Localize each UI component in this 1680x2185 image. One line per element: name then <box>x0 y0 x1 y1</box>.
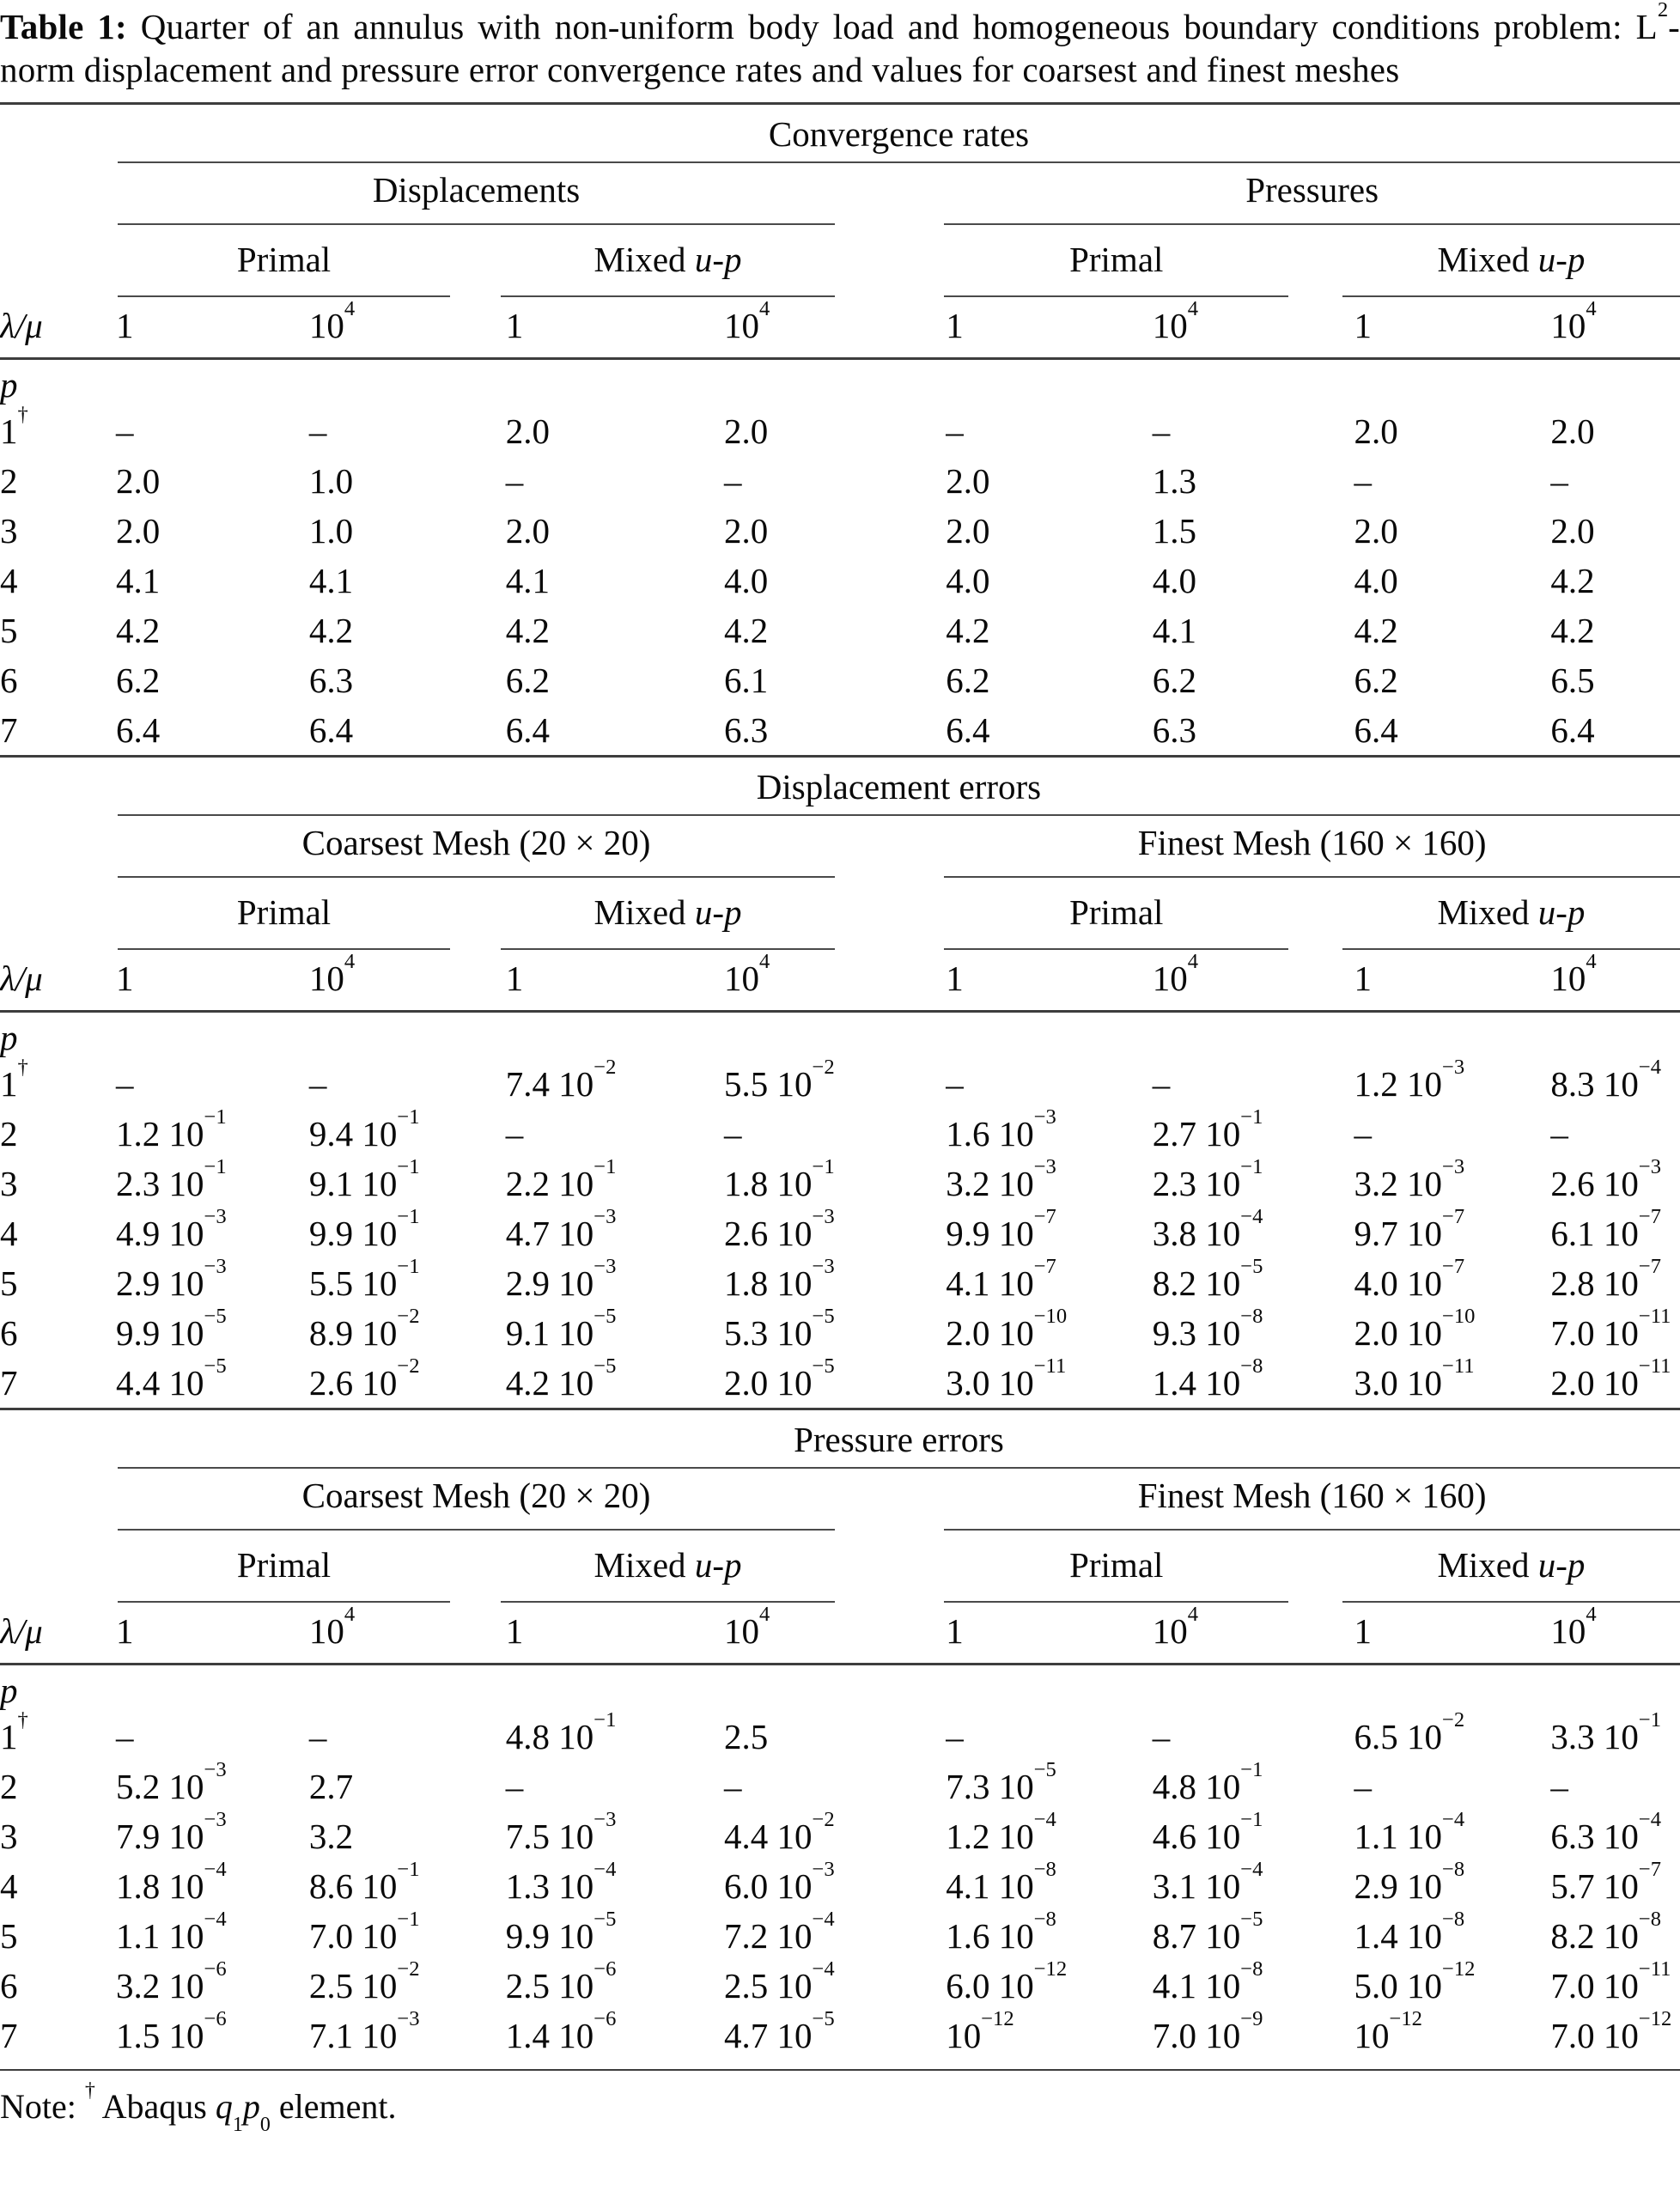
value-cell: $10^{-12}$ <box>946 2007 1014 2055</box>
value-cell: 2.0 $10^{-5}$ <box>724 1354 835 1403</box>
value-cell: 6.2 <box>946 660 990 700</box>
row-label-p: 1† <box>0 403 28 451</box>
value-cell: 2.0 <box>946 461 990 501</box>
value-cell: 3.0 $10^{-11}$ <box>1354 1354 1475 1403</box>
table-body <box>0 1708 1680 2060</box>
subgroup-header-mixed: Mixed u-p <box>501 232 835 297</box>
row-label-p: 1† <box>0 1708 28 1756</box>
value-cell: 4.7 $10^{-5}$ <box>724 2007 835 2055</box>
col-header-10e4: $10^4$ <box>1550 297 1597 345</box>
value-cell: – <box>115 411 134 451</box>
value-cell: 2.0 <box>115 511 161 551</box>
table-row <box>0 1758 1680 1811</box>
value-cell: 8.3 $10^{-4}$ <box>1550 1056 1661 1104</box>
value-cell: – <box>505 1767 524 1806</box>
value-cell: 1.8 $10^{-3}$ <box>724 1255 835 1303</box>
value-cell: 6.4 <box>1550 710 1595 750</box>
group-header-finest-mesh: Finest Mesh (160 × 160) <box>944 818 1680 878</box>
value-cell: 2.5 <box>724 1717 769 1756</box>
table-row <box>0 606 1680 655</box>
table-row <box>0 2007 1680 2060</box>
rule-section-divider <box>0 755 1680 758</box>
row-header-lambda-mu: λ/μ <box>0 959 43 998</box>
value-cell: 2.0 <box>505 511 550 551</box>
value-cell: 1.8 $10^{-1}$ <box>724 1155 835 1203</box>
value-cell: – <box>308 1064 327 1104</box>
section-pressure-errors <box>0 1417 1680 2060</box>
col-header-10e4: $10^4$ <box>1550 950 1597 998</box>
value-cell: 4.8 $10^{-1}$ <box>505 1708 617 1756</box>
value-cell: 9.1 $10^{-1}$ <box>308 1155 420 1203</box>
table-row <box>0 1255 1680 1308</box>
value-cell: 9.3 $10^{-8}$ <box>1152 1305 1263 1353</box>
value-cell: 1.2 $10^{-1}$ <box>115 1105 227 1153</box>
rule-bottom <box>0 2069 1680 2071</box>
col-header-1: 1 <box>1354 1611 1372 1651</box>
value-cell: 6.3 <box>308 660 354 700</box>
table-row <box>0 1305 1680 1358</box>
subgroup-header-primal: Primal <box>944 232 1288 297</box>
value-cell: 4.2 <box>1550 611 1595 650</box>
p-label: p <box>0 365 18 405</box>
value-cell: 4.2 <box>115 611 161 650</box>
table-row <box>0 403 1680 456</box>
value-cell: 4.4 $10^{-5}$ <box>115 1354 227 1403</box>
value-cell: 8.2 $10^{-5}$ <box>1152 1255 1263 1303</box>
value-cell: 2.8 $10^{-7}$ <box>1550 1255 1661 1303</box>
value-cell: 9.9 $10^{-5}$ <box>115 1305 227 1353</box>
value-cell: 7.0 $10^{-1}$ <box>308 1908 420 1956</box>
value-cell: 3.0 $10^{-11}$ <box>946 1354 1067 1403</box>
value-cell: 1.2 $10^{-4}$ <box>946 1808 1056 1856</box>
value-cell: – <box>946 1717 964 1756</box>
value-cell: 2.3 $10^{-1}$ <box>115 1155 227 1203</box>
value-cell: 2.0 <box>505 411 550 451</box>
value-cell: 6.1 $10^{-7}$ <box>1550 1205 1661 1253</box>
value-cell: 2.0 $10^{-10}$ <box>1354 1305 1476 1353</box>
value-cell: 7.2 $10^{-4}$ <box>724 1908 835 1956</box>
row-label-p: 6 <box>0 1313 18 1353</box>
row-label-p: 3 <box>0 1817 18 1856</box>
col-header-1: 1 <box>946 1611 964 1651</box>
footnote: Note: † Abaqus $q_1p_0$ element. <box>0 2078 397 2136</box>
value-cell: 2.0 <box>1550 411 1595 451</box>
value-cell: 1.8 $10^{-4}$ <box>115 1858 227 1906</box>
value-cell: 2.7 <box>308 1767 354 1806</box>
value-cell: 4.2 $10^{-5}$ <box>505 1354 617 1403</box>
table-caption-text: Quarter of an annulus with non-uniform body load and homogeneous boundary conditions problem: $L^2$-norm displacement and pressure error convergence rates and values for coarsest and finest meshes <box>0 0 1680 89</box>
col-header-1: 1 <box>505 306 524 345</box>
rule-top <box>0 102 1680 105</box>
value-cell: 4.1 $10^{-8}$ <box>946 1858 1056 1906</box>
value-cell: 6.4 <box>946 710 990 750</box>
value-cell: 1.1 $10^{-4}$ <box>1354 1808 1465 1856</box>
value-cell: 2.6 $10^{-3}$ <box>1550 1155 1661 1203</box>
value-cell: – <box>308 1717 327 1756</box>
value-cell: 2.9 $10^{-8}$ <box>1354 1858 1465 1906</box>
row-label-p: 6 <box>0 660 18 700</box>
row-header-lambda-mu: λ/μ <box>0 306 43 345</box>
subgroup-header-primal: Primal <box>118 232 450 297</box>
col-header-1: 1 <box>946 959 964 998</box>
table-row <box>0 1808 1680 1861</box>
value-cell: 9.9 $10^{-5}$ <box>505 1908 617 1956</box>
group-header-row <box>0 163 1680 225</box>
row-label-p: 2 <box>0 461 18 501</box>
value-cell: 2.0 <box>724 411 769 451</box>
value-cell: 4.2 <box>1354 611 1398 650</box>
value-cell: – <box>1550 1767 1568 1806</box>
col-header-1: 1 <box>115 1611 134 1651</box>
subgroup-header-mixed: Mixed u-p <box>501 1537 835 1603</box>
section-title: Pressure errors <box>794 1420 1004 1459</box>
row-label-p: 3 <box>0 1164 18 1203</box>
section-convergence-rates <box>0 112 1680 755</box>
value-cell: 1.3 $10^{-4}$ <box>505 1858 617 1906</box>
value-cell: 4.1 <box>308 561 354 600</box>
group-header-row <box>0 1469 1680 1531</box>
col-header-1: 1 <box>115 959 134 998</box>
subgroup-header-mixed: Mixed u-p <box>501 885 835 950</box>
value-cell: 7.0 $10^{-12}$ <box>1550 2007 1672 2055</box>
col-header-1: 1 <box>946 306 964 345</box>
value-cell: 1.6 $10^{-8}$ <box>946 1908 1056 1956</box>
value-cell: 7.1 $10^{-3}$ <box>308 2007 420 2055</box>
value-cell: 4.6 $10^{-1}$ <box>1152 1808 1263 1856</box>
value-cell: 9.9 $10^{-1}$ <box>308 1205 420 1253</box>
col-header-10e4: $10^4$ <box>724 950 770 998</box>
row-label-p: 4 <box>0 561 18 600</box>
col-header-10e4: $10^4$ <box>308 1603 356 1651</box>
row-label-p: 5 <box>0 1916 18 1956</box>
value-cell: 6.3 <box>1152 710 1197 750</box>
table-row <box>0 1105 1680 1159</box>
col-header-1: 1 <box>505 959 524 998</box>
value-cell: 2.0 <box>1550 511 1595 551</box>
value-cell: – <box>505 461 524 501</box>
value-cell: 6.1 <box>724 660 769 700</box>
group-header-finest-mesh: Finest Mesh (160 × 160) <box>944 1470 1680 1531</box>
col-header-1: 1 <box>1354 959 1372 998</box>
value-cell: 2.0 $10^{-11}$ <box>1550 1354 1671 1403</box>
value-cell: 4.1 <box>115 561 161 600</box>
row-label-p: 1† <box>0 1056 28 1104</box>
subgroup-header-row <box>0 1531 1680 1603</box>
value-cell: 2.6 $10^{-2}$ <box>308 1354 420 1403</box>
row-label-p: 5 <box>0 611 18 650</box>
value-cell: 4.0 <box>946 561 990 600</box>
value-cell: 7.3 $10^{-5}$ <box>946 1758 1056 1806</box>
value-cell: 3.3 $10^{-1}$ <box>1550 1708 1661 1756</box>
value-cell: 2.7 $10^{-1}$ <box>1152 1105 1263 1153</box>
value-cell: 1.6 $10^{-3}$ <box>946 1105 1056 1153</box>
group-header-coarsest-mesh: Coarsest Mesh (20 × 20) <box>118 818 835 878</box>
value-cell: 1.5 <box>1152 511 1197 551</box>
section-displacement-errors <box>0 764 1680 1408</box>
value-cell: 1.4 $10^{-6}$ <box>505 2007 617 2055</box>
table-caption <box>0 0 1680 91</box>
col-header-10e4: $10^4$ <box>1152 950 1199 998</box>
value-cell: 6.4 <box>1354 710 1398 750</box>
p-label-row <box>0 360 1680 406</box>
value-cell: 7.5 $10^{-3}$ <box>505 1808 617 1856</box>
value-cell: – <box>724 1114 742 1153</box>
value-cell: 2.0 $10^{-10}$ <box>946 1305 1068 1353</box>
table-row <box>0 1056 1680 1109</box>
table-row <box>0 456 1680 506</box>
table-body <box>0 403 1680 755</box>
value-cell: 1.4 $10^{-8}$ <box>1152 1354 1263 1403</box>
value-cell: 6.0 $10^{-12}$ <box>946 1957 1068 2005</box>
value-cell: 1.4 $10^{-8}$ <box>1354 1908 1465 1956</box>
value-cell: 1.5 $10^{-6}$ <box>115 2007 227 2055</box>
row-header-lambda-mu: λ/μ <box>0 1611 43 1651</box>
value-cell: 3.2 $10^{-3}$ <box>1354 1155 1465 1203</box>
row-label-p: 7 <box>0 1363 18 1403</box>
value-cell: 7.4 $10^{-2}$ <box>505 1056 617 1104</box>
row-label-p: 6 <box>0 1966 18 2005</box>
value-cell: 2.0 <box>1354 511 1398 551</box>
subgroup-header-mixed: Mixed u-p <box>1342 885 1680 950</box>
value-cell: 3.8 $10^{-4}$ <box>1152 1205 1263 1253</box>
value-cell: 8.9 $10^{-2}$ <box>308 1305 420 1353</box>
row-label-p: 7 <box>0 2016 18 2055</box>
subgroup-header-primal: Primal <box>118 885 450 950</box>
value-cell: 4.9 $10^{-3}$ <box>115 1205 227 1253</box>
row-label-p: 4 <box>0 1866 18 1906</box>
value-cell: – <box>115 1064 134 1104</box>
value-cell: 4.1 <box>505 561 550 600</box>
table-row <box>0 556 1680 606</box>
row-label-p: 5 <box>0 1263 18 1303</box>
table-row <box>0 655 1680 705</box>
value-cell: 6.0 $10^{-3}$ <box>724 1858 835 1906</box>
subgroup-header-mixed: Mixed u-p <box>1342 232 1680 297</box>
value-cell: 3.2 <box>308 1817 354 1856</box>
col-header-10e4: $10^4$ <box>308 297 356 345</box>
value-cell: – <box>1354 461 1372 501</box>
col-header-10e4: $10^4$ <box>1152 1603 1199 1651</box>
col-header-10e4: $10^4$ <box>724 297 770 345</box>
value-cell: 3.2 $10^{-3}$ <box>946 1155 1056 1203</box>
section-title: Displacement errors <box>756 767 1042 806</box>
value-cell: 4.0 <box>1152 561 1197 600</box>
col-header-10e4: $10^4$ <box>724 1603 770 1651</box>
value-cell: – <box>1354 1114 1372 1153</box>
value-cell: 1.0 <box>308 461 354 501</box>
row-label-p: 7 <box>0 710 18 750</box>
ratio-header-row <box>0 950 1680 1007</box>
group-header-coarsest-mesh: Coarsest Mesh (20 × 20) <box>118 1470 835 1531</box>
section-title: Convergence rates <box>768 114 1030 154</box>
value-cell: – <box>1152 1064 1171 1104</box>
ratio-header-row <box>0 297 1680 354</box>
value-cell: 7.0 $10^{-11}$ <box>1550 1957 1671 2005</box>
col-header-10e4: $10^4$ <box>1550 1603 1597 1651</box>
table-caption-label: Table 1: <box>0 7 127 46</box>
value-cell: 4.2 <box>505 611 550 650</box>
value-cell: 1.3 <box>1152 461 1197 501</box>
subgroup-header-primal: Primal <box>944 885 1288 950</box>
value-cell: – <box>724 461 742 501</box>
group-header-pressures: Pressures <box>944 165 1680 225</box>
value-cell: 6.2 <box>1152 660 1197 700</box>
value-cell: 2.2 $10^{-1}$ <box>505 1155 617 1203</box>
value-cell: 5.5 $10^{-2}$ <box>724 1056 835 1104</box>
value-cell: 7.0 $10^{-9}$ <box>1152 2007 1263 2055</box>
col-header-1: 1 <box>505 1611 524 1651</box>
value-cell: 4.2 <box>724 611 769 650</box>
value-cell: – <box>1152 1717 1171 1756</box>
value-cell: – <box>308 411 327 451</box>
value-cell: 6.4 <box>505 710 550 750</box>
value-cell: 1.2 $10^{-3}$ <box>1354 1056 1465 1104</box>
value-cell: 5.0 $10^{-12}$ <box>1354 1957 1476 2005</box>
value-cell: 7.9 $10^{-3}$ <box>115 1808 227 1856</box>
col-header-10e4: $10^4$ <box>308 950 356 998</box>
value-cell: 5.3 $10^{-5}$ <box>724 1305 835 1353</box>
table-row <box>0 1957 1680 2011</box>
value-cell: 6.4 <box>115 710 161 750</box>
value-cell: 6.3 <box>724 710 769 750</box>
value-cell: 9.1 $10^{-5}$ <box>505 1305 617 1353</box>
value-cell: 2.5 $10^{-2}$ <box>308 1957 420 2005</box>
table-row <box>0 1858 1680 1911</box>
table-row <box>0 506 1680 556</box>
rule-section-divider <box>0 1408 1680 1410</box>
value-cell: 4.0 <box>724 561 769 600</box>
value-cell: 6.2 <box>1354 660 1398 700</box>
group-header-displacements: Displacements <box>118 165 835 225</box>
value-cell: 4.0 <box>1354 561 1398 600</box>
subgroup-header-row <box>0 225 1680 297</box>
row-label-p: 2 <box>0 1767 18 1806</box>
value-cell: – <box>1152 411 1171 451</box>
value-cell: 2.9 $10^{-3}$ <box>115 1255 227 1303</box>
value-cell: – <box>1550 461 1568 501</box>
value-cell: 9.9 $10^{-7}$ <box>946 1205 1056 1253</box>
value-cell: – <box>724 1767 742 1806</box>
value-cell: 6.3 $10^{-4}$ <box>1550 1808 1661 1856</box>
value-cell: – <box>946 411 964 451</box>
value-cell: 6.2 <box>115 660 161 700</box>
subgroup-header-row <box>0 878 1680 950</box>
value-cell: 9.7 $10^{-7}$ <box>1354 1205 1465 1253</box>
col-header-10e4: $10^4$ <box>1152 297 1199 345</box>
value-cell: 2.5 $10^{-4}$ <box>724 1957 835 2005</box>
value-cell: 4.1 <box>1152 611 1197 650</box>
group-header-row <box>0 816 1680 878</box>
value-cell: 3.1 $10^{-4}$ <box>1152 1858 1263 1906</box>
value-cell: 4.2 <box>1550 561 1595 600</box>
value-cell: 2.5 $10^{-6}$ <box>505 1957 617 2005</box>
value-cell: – <box>946 1064 964 1104</box>
value-cell: 1.1 $10^{-4}$ <box>115 1908 227 1956</box>
value-cell: 2.0 <box>724 511 769 551</box>
table-row <box>0 705 1680 755</box>
value-cell: 2.3 $10^{-1}$ <box>1152 1155 1263 1203</box>
value-cell: – <box>1354 1767 1372 1806</box>
subgroup-header-primal: Primal <box>118 1537 450 1603</box>
value-cell: 9.4 $10^{-1}$ <box>308 1105 420 1153</box>
p-label: p <box>0 1671 18 1710</box>
subgroup-header-mixed: Mixed u-p <box>1342 1537 1680 1603</box>
value-cell: 2.0 <box>946 511 990 551</box>
value-cell: 1.0 <box>308 511 354 551</box>
table-row <box>0 1708 1680 1762</box>
p-label: p <box>0 1018 18 1057</box>
row-label-p: 3 <box>0 511 18 551</box>
row-label-p: 2 <box>0 1114 18 1153</box>
value-cell: 4.2 <box>308 611 354 650</box>
value-cell: 3.2 $10^{-6}$ <box>115 1957 227 2005</box>
value-cell: 6.5 <box>1550 660 1595 700</box>
value-cell: 6.2 <box>505 660 550 700</box>
value-cell: $10^{-12}$ <box>1354 2007 1422 2055</box>
p-label-row <box>0 1013 1680 1059</box>
table-row <box>0 1354 1680 1408</box>
value-cell: 4.7 $10^{-3}$ <box>505 1205 617 1253</box>
col-header-1: 1 <box>1354 306 1372 345</box>
value-cell: – <box>115 1717 134 1756</box>
value-cell: 2.0 <box>1354 411 1398 451</box>
ratio-header-row <box>0 1603 1680 1659</box>
value-cell: – <box>505 1114 524 1153</box>
value-cell: 2.9 $10^{-3}$ <box>505 1255 617 1303</box>
value-cell: 4.1 $10^{-7}$ <box>946 1255 1056 1303</box>
row-label-p: 4 <box>0 1214 18 1253</box>
table-body <box>0 1056 1680 1408</box>
value-cell: – <box>1550 1114 1568 1153</box>
value-cell: 2.6 $10^{-3}$ <box>724 1205 835 1253</box>
value-cell: 4.0 $10^{-7}$ <box>1354 1255 1465 1303</box>
p-label-row <box>0 1665 1680 1712</box>
value-cell: 6.4 <box>308 710 354 750</box>
value-cell: 4.4 $10^{-2}$ <box>724 1808 835 1856</box>
col-header-1: 1 <box>115 306 134 345</box>
value-cell: 4.1 $10^{-8}$ <box>1152 1957 1263 2005</box>
value-cell: 2.0 <box>115 461 161 501</box>
subgroup-header-primal: Primal <box>944 1537 1288 1603</box>
value-cell: 6.5 $10^{-2}$ <box>1354 1708 1465 1756</box>
value-cell: 4.8 $10^{-1}$ <box>1152 1758 1263 1806</box>
table-row <box>0 1155 1680 1208</box>
table-row <box>0 1205 1680 1258</box>
value-cell: 5.2 $10^{-3}$ <box>115 1758 227 1806</box>
table-row <box>0 1908 1680 1961</box>
value-cell: 8.7 $10^{-5}$ <box>1152 1908 1263 1956</box>
value-cell: 5.7 $10^{-7}$ <box>1550 1858 1661 1906</box>
value-cell: 4.2 <box>946 611 990 650</box>
value-cell: 7.0 $10^{-11}$ <box>1550 1305 1671 1353</box>
value-cell: 8.2 $10^{-8}$ <box>1550 1908 1661 1956</box>
value-cell: 8.6 $10^{-1}$ <box>308 1858 420 1906</box>
value-cell: 5.5 $10^{-1}$ <box>308 1255 420 1303</box>
